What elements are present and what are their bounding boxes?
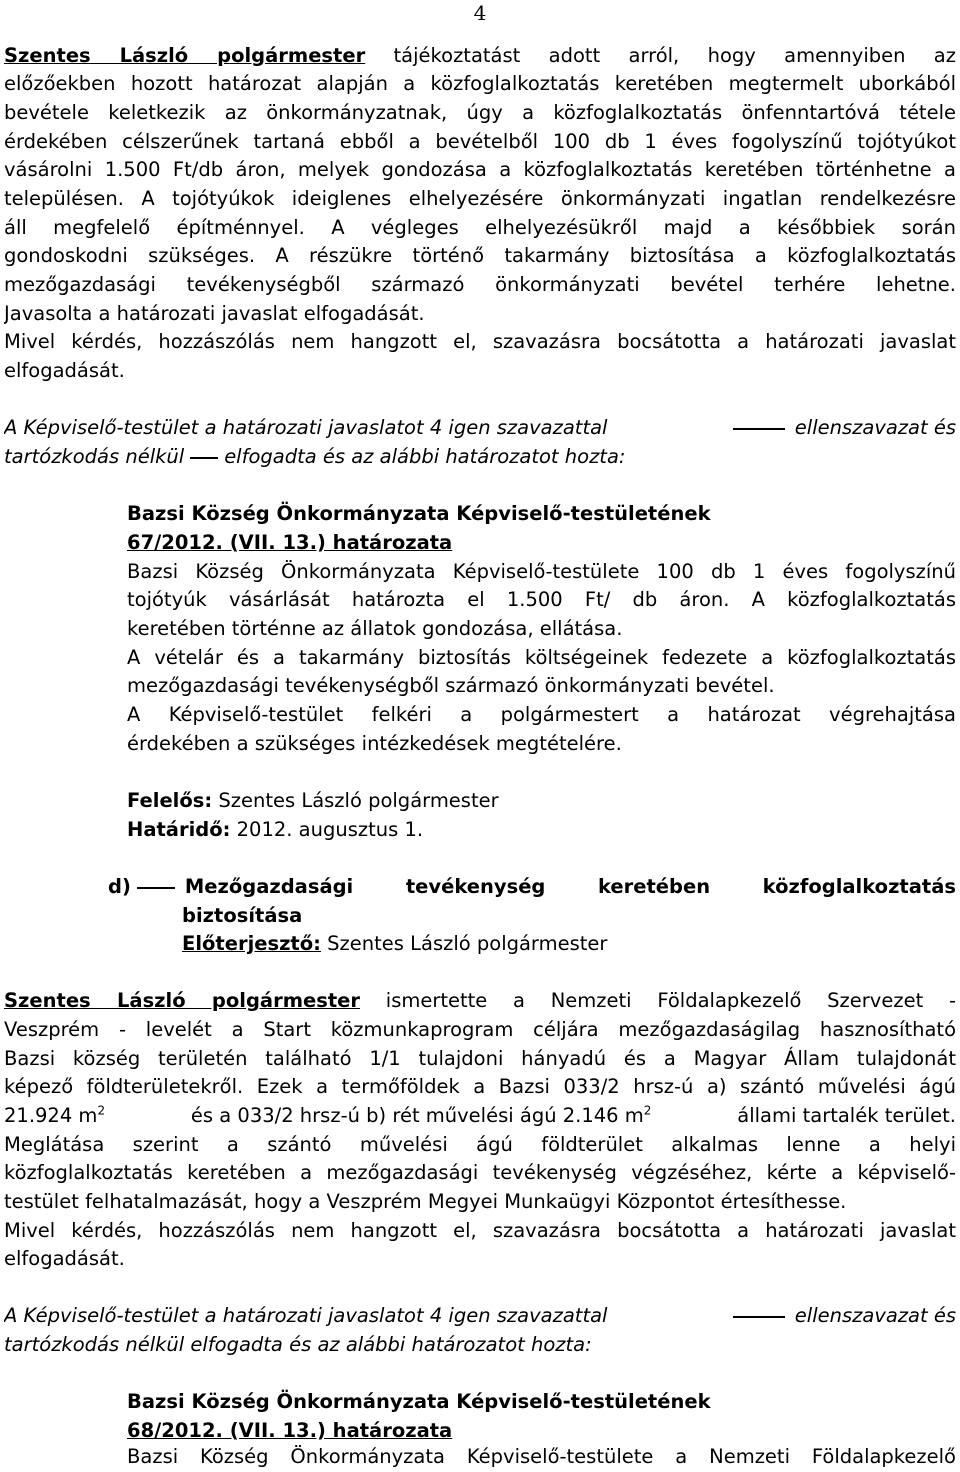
paragraph-line: gondoskodni szükséges. A részükre történő takarmány biztosítása a közfoglalkoztatás	[4, 244, 956, 267]
paragraph-line: elfogadását.	[4, 359, 125, 382]
resolution-line: A vételár és a takarmány biztosítás költségeinek fedezete a közfoglalkoztatás	[127, 646, 956, 669]
paragraph-line: Meglátása szerint a szántó művelési ágú földterület alkalmas lenne a helyi	[4, 1133, 956, 1156]
resolution-line: keretében történne az állatok gondozása, ellátása.	[127, 617, 623, 640]
dash	[733, 428, 785, 430]
vote-statement: tartózkodás nélkül elfogadta és az alábbi határozatot hozta:	[4, 1333, 592, 1356]
paragraph-line: testület felhatalmazását, hogy a Veszprém Megyei Munkaügyi Központot értesíthesse.	[4, 1190, 847, 1213]
paragraph-line: áll megfelelő építménnyel. A végleges elhelyezésükről majd a későbbiek során	[4, 216, 956, 239]
dash	[733, 1316, 785, 1318]
page-number: 4	[473, 1, 487, 25]
paragraph-line: településen. A tojótyúkok ideiglenes elhelyezésére önkormányzati ingatlan rendelkezésre	[4, 187, 956, 210]
paragraph-line: elfogadását.	[4, 1247, 125, 1270]
paragraph-line: érdekében célszerűnek tartaná ebből a bevételből 100 db 1 éves fogolyszínű tojótyúkot	[4, 130, 956, 153]
resolution-org: Bazsi Község Önkormányzata Képviselő-testületének	[127, 1390, 711, 1413]
paragraph-line: Veszprém - levelét a Start közmunkaprogram céljára mezőgazdaságilag hasznosítható	[4, 1018, 956, 1041]
paragraph-line: képező földterületekről. Ezek a termőföldek a Bazsi 033/2 hrsz-ú a) szántó művelési ágú	[4, 1075, 956, 1098]
paragraph-line: Javasolta a határozati javaslat elfogadását.	[4, 302, 425, 325]
dash	[137, 887, 175, 889]
paragraph-line: bevétele keletkezik az önkormányzatnak, úgy a közfoglalkoztatás önfenntartóvá tétele	[4, 101, 956, 124]
dash	[190, 457, 218, 459]
deadline: Határidő: 2012. augusztus 1.	[127, 818, 424, 841]
paragraph-line: előzőekben hozott határozat alapján a közfoglalkoztatás keretében megtermelt uborkából	[4, 72, 956, 95]
vote-statement: tartózkodás nélkül elfogadta és az alábbi határozatot hozta:	[4, 445, 626, 468]
paragraph-line: közfoglalkoztatás keretében a mezőgazdasági tevékenység végzéséhez, kérte a képviselő-	[4, 1161, 956, 1184]
resolution-line: érdekében a szükséges intézkedések megtételére.	[127, 732, 622, 755]
paragraph-line: Mivel kérdés, hozzászólás nem hangzott el, szavazásra bocsátotta a határozati javaslat	[4, 1219, 956, 1242]
paragraph-line: Bazsi község területén található 1/1 tulajdoni hányadú és a Magyar Állam tulajdonát	[4, 1047, 956, 1070]
paragraph-line: Mivel kérdés, hozzászólás nem hangzott el, szavazásra bocsátotta a határozati javaslat	[4, 330, 956, 353]
resolution-number: 68/2012. (VII. 13.) határozata	[127, 1419, 453, 1442]
presenter: Előterjesztő: Szentes László polgármester	[182, 932, 608, 955]
vote-statement: A Képviselő-testület a határozati javaslatot 4 igen szavazattal ellenszavazat és	[4, 1304, 956, 1327]
paragraph-line: mezőgazdasági tevékenységből származó önkormányzati bevétel terhére lehetne.	[4, 273, 956, 296]
vote-statement: A Képviselő-testület a határozati javaslatot 4 igen szavazattal ellenszavazat és	[4, 416, 956, 439]
resolution-line: tojótyúk vásárlását határozta el 1.500 Ft/ db áron. A közfoglalkoztatás	[127, 588, 956, 611]
resolution-number: 67/2012. (VII. 13.) határozata	[127, 531, 453, 554]
paragraph-line: Szentes László polgármester tájékoztatást adott arról, hogy amennyiben az	[4, 44, 956, 67]
section-heading: d) Mezőgazdasági tevékenység keretében közfoglalkoztatás	[108, 875, 956, 898]
section-heading-line2: biztosítása	[182, 904, 303, 927]
resolution-line: A Képviselő-testület felkéri a polgármestert a határozat végrehajtása	[127, 703, 956, 726]
speaker-name: Szentes László polgármester	[4, 44, 366, 67]
resolution-line: mezőgazdasági tevékenységből származó önkormányzati bevétel.	[127, 674, 775, 697]
resolution-line: Bazsi Község Önkormányzata Képviselő-testülete 100 db 1 éves fogolyszínű	[127, 560, 956, 583]
paragraph-line: Szentes László polgármester ismertette a Nemzeti Földalapkezelő Szervezet -	[4, 989, 956, 1012]
resolution-org: Bazsi Község Önkormányzata Képviselő-testületének	[127, 502, 711, 525]
paragraph-line: 21.924 $m^2$ és a 033/2 hrsz-ú b) rét művelési ágú 2.146 $m^2$ állami tartalék terület.	[4, 1103, 956, 1127]
resolution-line: Bazsi Község Önkormányzata Képviselő-testülete a Nemzeti Földalapkezelő	[127, 1445, 956, 1468]
paragraph-line: vásárolni 1.500 Ft/db áron, melyek gondozása a közfoglalkoztatás keretében történhetne a	[4, 158, 956, 181]
speaker-name: Szentes László polgármester	[4, 989, 361, 1012]
responsible: Felelős: Szentes László polgármester	[127, 789, 499, 812]
